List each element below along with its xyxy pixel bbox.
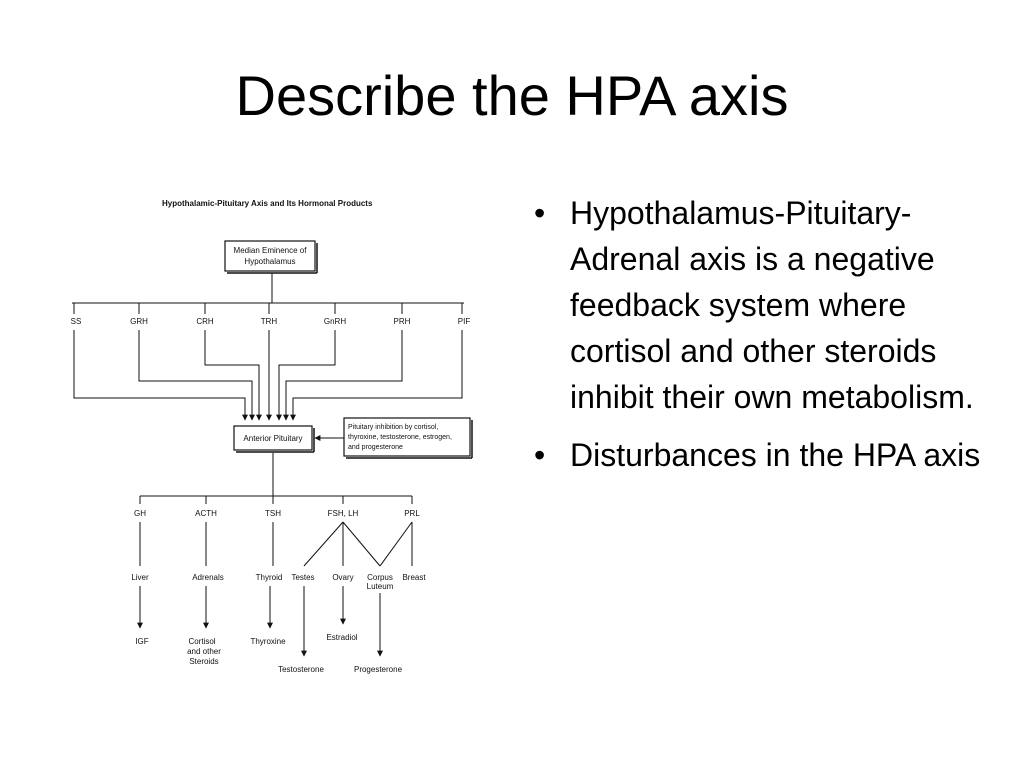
hormone-acth: ACTH bbox=[195, 509, 217, 518]
product-cortisol-1: Cortisol bbox=[188, 637, 216, 646]
hormone-gh: GH bbox=[134, 509, 146, 518]
hormone-prl: PRL bbox=[404, 509, 420, 518]
hormone-ss: SS bbox=[70, 317, 82, 326]
hpa-axis-diagram bbox=[62, 188, 482, 683]
slide-title: Describe the HPA axis bbox=[235, 64, 789, 127]
median-eminence-label-2: Hypothalamus bbox=[244, 257, 296, 266]
target-lines bbox=[140, 522, 412, 566]
target-testes: Testes bbox=[291, 573, 315, 582]
diagram-title: Hypothalamic-Pituitary Axis and Its Hormonal Products bbox=[162, 199, 373, 208]
pituitary-drops bbox=[140, 496, 412, 504]
bullet-marker: • bbox=[534, 195, 546, 231]
hormone-fsh-lh: FSH, LH bbox=[327, 509, 359, 518]
hormone-grh: GRH bbox=[130, 317, 148, 326]
target-corpus: Corpus bbox=[367, 573, 393, 582]
anterior-pituitary-label: Anterior Pituitary bbox=[243, 434, 303, 443]
median-eminence-label-1: Median Eminence of bbox=[233, 246, 307, 255]
target-liver: Liver bbox=[131, 573, 149, 582]
inhibition-line-3: and progesterone bbox=[348, 444, 403, 451]
hormone-prh: PRH bbox=[393, 317, 411, 326]
hormone-crh: CRH bbox=[196, 317, 214, 326]
hormone-trh: TRH bbox=[260, 317, 278, 326]
bullet-text: Hypothalamus-Pituitary-Adrenal axis is a negative feedback system where cortisol and other steroids inhibit their own metabolism. bbox=[570, 195, 974, 415]
converging-lines bbox=[74, 330, 462, 420]
target-adrenals: Adrenals bbox=[192, 573, 224, 582]
product-cortisol-2: and other bbox=[187, 647, 221, 656]
hormone-gnrh: GnRH bbox=[323, 317, 347, 326]
inhibition-line-1: Pituitary inhibition by cortisol, bbox=[348, 424, 439, 431]
target-thyroid: Thyroid bbox=[255, 573, 283, 582]
target-luteum: Luteum bbox=[366, 582, 394, 591]
bullet-item bbox=[530, 190, 1000, 420]
hormone-pif: PIF bbox=[457, 317, 471, 326]
bullet-text: Disturbances in the HPA axis bbox=[570, 437, 981, 473]
hormone-tsh: TSH bbox=[265, 509, 281, 518]
product-thyroxine: Thyroxine bbox=[250, 637, 286, 646]
product-igf: IGF bbox=[135, 637, 149, 646]
product-progesterone: Progesterone bbox=[353, 665, 403, 674]
bullet-item bbox=[530, 432, 1000, 478]
product-testosterone: Testosterone bbox=[278, 665, 324, 674]
target-breast: Breast bbox=[402, 573, 426, 582]
target-ovary: Ovary bbox=[332, 573, 354, 582]
hpa-axis-diagram-svg bbox=[62, 188, 482, 683]
product-cortisol-3: Steroids bbox=[189, 657, 219, 666]
product-estradiol: Estradiol bbox=[326, 633, 358, 642]
releasing-drops bbox=[74, 303, 462, 314]
bullet-marker: • bbox=[534, 437, 546, 473]
inhibition-line-2: thyroxine, testosterone, estrogen, bbox=[348, 434, 452, 441]
bullet-list bbox=[530, 190, 1000, 490]
